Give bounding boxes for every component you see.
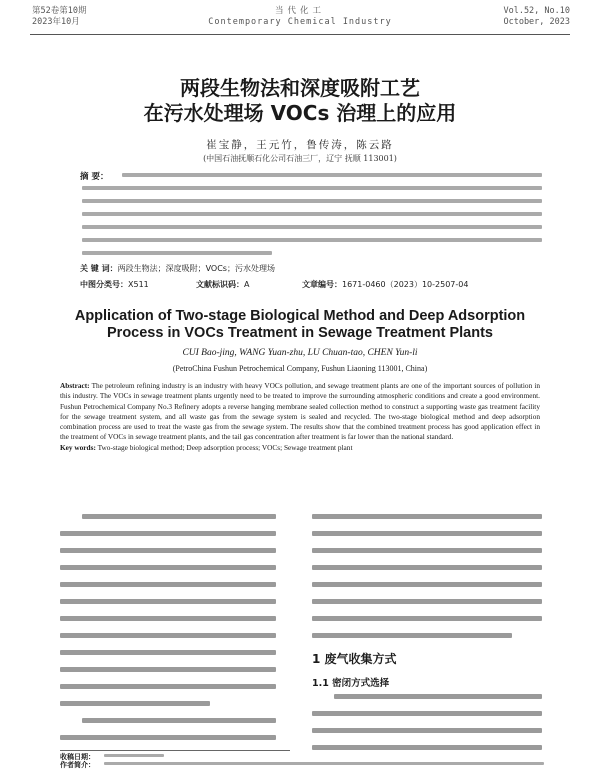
text-line (82, 251, 272, 255)
affiliation-cn: (中国石油抚顺石化公司石油三厂，辽宁 抚顺 113001) (203, 154, 397, 163)
abstract-en-text: The petroleum refining industry is an industry with heavy VOCs pollution, and sewage treatment plants are one of the important sources of pollution in this industry. The VOCs in sewage treatment plants urgently need to be treated to improve the surrounding atmospheric conditions and create a good environment. Fushun Petrochemical Company No.3 Refinery adopts a reverse hanging membrane sealed collection method to construct a supporting waste gas treatment facility for the sewage treatment system, and all waste gas from the sewage system is sealed and recycled. The two-stage biological method and deep adsorption combination process are used to treat the waste gas from the sewage system. The results show that the combined treatment process has good application effect in the treatment of VOCs in sewage treatment plants, and the tail gas concentration after treatment is far lower than the national standard. (60, 381, 541, 442)
text-line (334, 694, 542, 699)
keywords-cn (80, 263, 275, 274)
article-number-value: 1671-0460（2023）10-2507-04 (342, 280, 469, 289)
text-line (60, 650, 276, 655)
text-line (312, 599, 542, 604)
volume-issue-cn: 第52卷第10期 (32, 6, 87, 16)
header-rule (30, 34, 570, 35)
journal-name-en: Contemporary Chemical Industry (208, 17, 392, 27)
text-line (60, 565, 276, 570)
author-bio-label: 作者简介： (60, 761, 95, 769)
text-line (312, 514, 542, 519)
received-label: 收稿日期： (60, 753, 95, 761)
journal-header (0, 6, 600, 32)
title-en-line1: Application of Two-stage Biological Method and Deep Adsorption (74, 308, 526, 324)
doc-code-value: A (244, 280, 250, 289)
text-line (82, 718, 276, 723)
authors-cn: 崔宝静，王元竹，鲁传涛，陈云路 (206, 139, 394, 151)
keywords-cn-label: 关 键 词： (80, 264, 118, 273)
title-cn-line1: 两段生物法和深度吸附工艺 (180, 76, 420, 100)
text-line (104, 754, 164, 757)
text-line (60, 582, 276, 587)
date-en: October, 2023 (503, 17, 570, 27)
title-cn-line2: 在污水处理场 VOCs 治理上的应用 (143, 101, 457, 125)
text-line (60, 599, 276, 604)
text-line (104, 762, 544, 765)
clc-value: X511 (128, 280, 149, 289)
title-en-line2: Process in VOCs Treatment in Sewage Treatment Plants (107, 325, 493, 341)
abstract-en-label: Abstract: (60, 381, 90, 390)
text-line (312, 582, 542, 587)
text-line (60, 531, 276, 536)
clc-number (80, 279, 149, 290)
article-number-label: 文章编号： (302, 280, 342, 289)
section-1-heading: 1 废气收集方式 (312, 652, 397, 666)
text-line (312, 548, 542, 553)
text-line (312, 745, 542, 750)
text-line (312, 728, 542, 733)
article-number (302, 279, 468, 290)
text-line (82, 514, 276, 519)
text-line (82, 212, 542, 216)
journal-name-cn: 当代化工 (274, 6, 325, 16)
text-line (60, 667, 276, 672)
text-line (60, 735, 276, 740)
authors-en: CUI Bao-jing, WANG Yuan-zhu, LU Chuan-tao, CHEN Yun-li (182, 348, 418, 358)
keywords-cn-value: 两段生物法；深度吸附；VOCs；污水处理场 (117, 264, 275, 273)
volume-issue-en (503, 6, 570, 28)
text-line (312, 711, 542, 716)
keywords-en-label: Key words: (60, 442, 96, 452)
footnote-rule (60, 750, 290, 751)
text-line (82, 225, 542, 229)
clc-label: 中图分类号： (80, 280, 128, 289)
subsection-1-1-heading: 1.1 密闭方式选择 (312, 678, 390, 689)
text-line (60, 548, 276, 553)
text-line (82, 186, 542, 190)
text-line (122, 173, 542, 177)
doc-code (196, 279, 249, 290)
volume-en: Vol.52, No.10 (503, 6, 570, 16)
author-bio (60, 760, 95, 770)
text-line (82, 238, 542, 242)
text-line (312, 633, 512, 638)
abstract-en (60, 381, 540, 453)
text-line (312, 565, 542, 570)
text-line (60, 633, 276, 638)
abstract-cn-label: 摘 要： (80, 172, 109, 182)
text-line (312, 616, 542, 621)
date-cn: 2023年10月 (32, 17, 80, 27)
keywords-en-value: Two-stage biological method; Deep adsorption process; VOCs; Sewage treatment plant (97, 442, 353, 452)
text-line (60, 616, 276, 621)
text-line (60, 701, 210, 706)
text-line (312, 531, 542, 536)
text-line (60, 684, 276, 689)
text-line (82, 199, 542, 203)
affiliation-en: (PetroChina Fushun Petrochemical Company, Fushun Liaoning 113001, China) (172, 364, 428, 373)
doc-code-label: 文献标识码： (196, 280, 244, 289)
